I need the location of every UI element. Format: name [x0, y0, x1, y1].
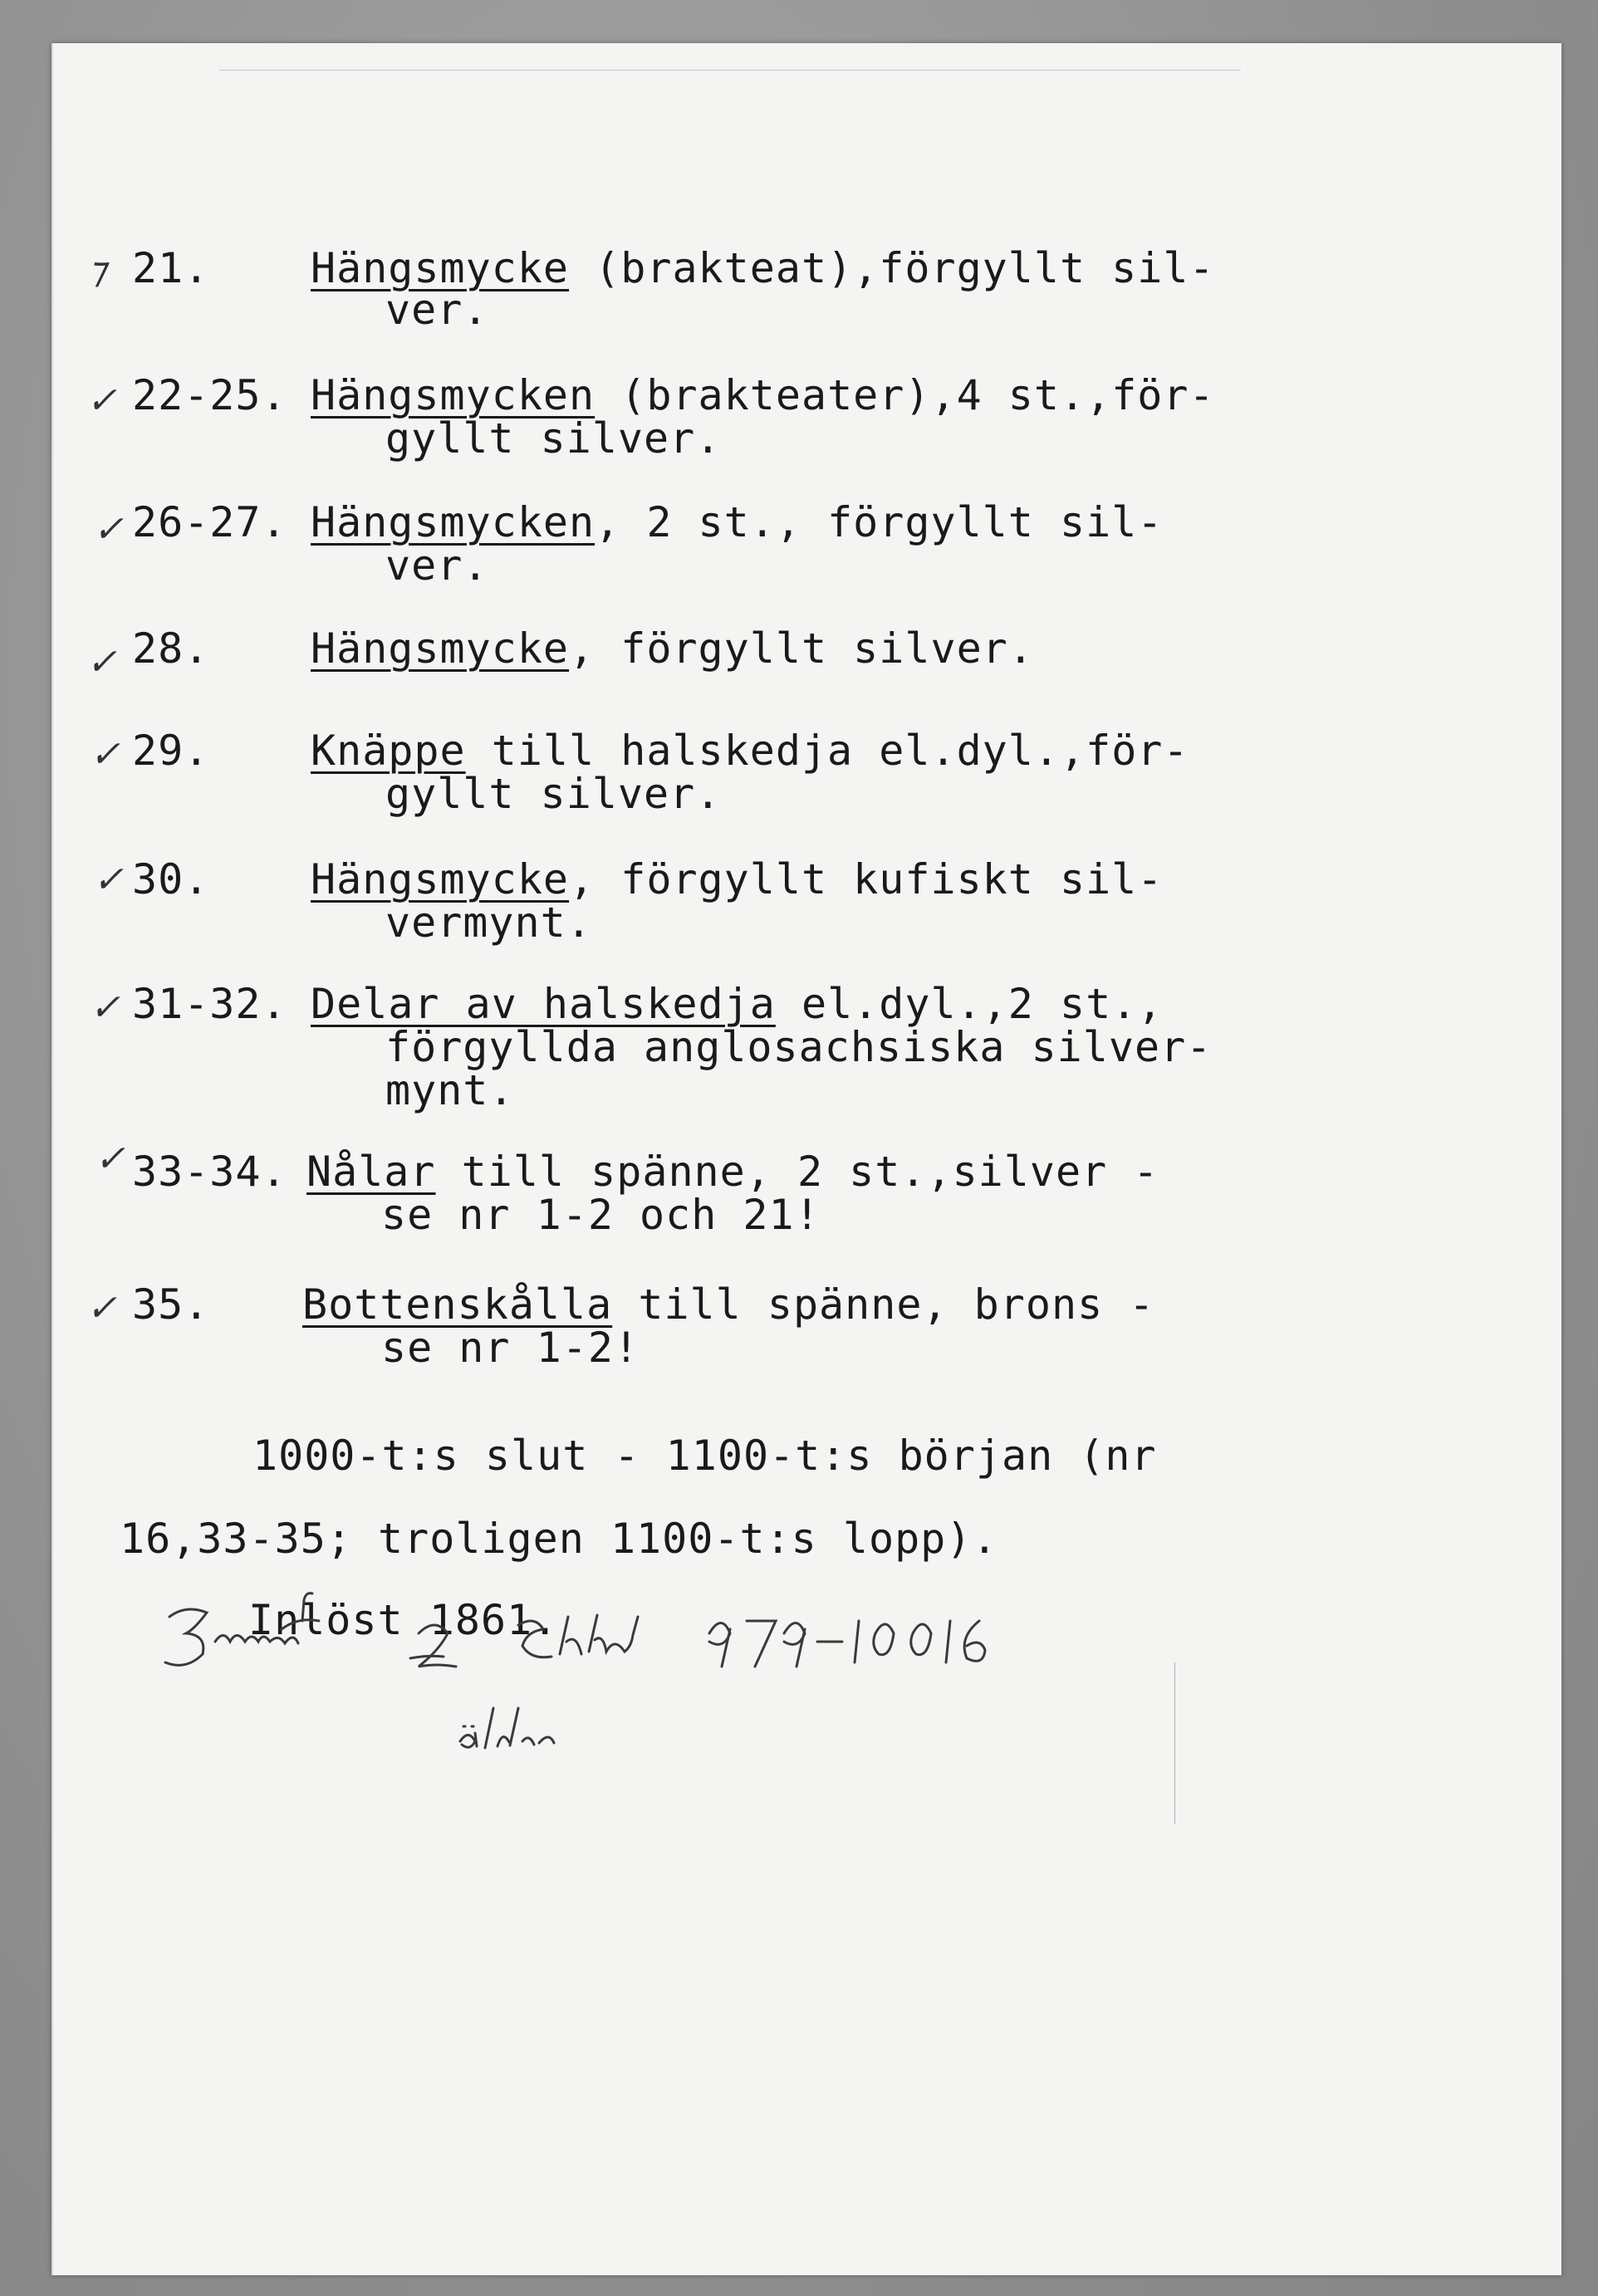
check-mark-icon: ✓	[93, 859, 125, 901]
check-mark-icon: ✓	[90, 986, 121, 1029]
entry-line-3: mynt.	[385, 1066, 515, 1114]
entry-number: 22-25.	[132, 371, 287, 419]
entry-number: 26-27.	[132, 498, 287, 546]
entry-description: , förgyllt kufiskt sil-	[569, 855, 1164, 903]
check-mark-icon: ✓	[86, 641, 118, 683]
entry-line-1	[311, 624, 1034, 673]
entry-number: 35.	[132, 1280, 210, 1329]
entry-description: till spänne, 2 st.,silver -	[435, 1148, 1159, 1196]
entry-number: 31-32.	[132, 980, 287, 1028]
entry-line-2: gyllt silver.	[385, 414, 722, 463]
entry-line-1	[302, 1280, 1154, 1329]
entry-description: (brakteat),förgyllt sil-	[569, 244, 1215, 292]
entry-number: 30.	[132, 855, 210, 903]
catalog-page	[51, 43, 1561, 2275]
entry-number: 33-34.	[132, 1148, 287, 1196]
entry-title: Hängsmycke	[311, 855, 570, 903]
check-mark-icon: ✓	[93, 508, 125, 551]
entry-line-2: se nr 1-2!	[381, 1324, 640, 1372]
entry-line-1	[311, 980, 1163, 1028]
entry-line-1	[311, 498, 1163, 546]
entry-number: 21.	[132, 244, 210, 292]
entry-title: Hängsmycken	[311, 371, 596, 419]
entry-description: el.dyl.,2 st.,	[775, 980, 1164, 1028]
entry-title: Bottenskålla	[302, 1280, 613, 1329]
entry-title: Delar av halskedja	[311, 980, 776, 1028]
entry-title: Hängsmycke	[311, 244, 570, 292]
dating-line-2: 16,33-35; troligen 1100-t:s lopp).	[120, 1515, 998, 1563]
entry-line-2: förgyllda anglosachsiska silver-	[385, 1023, 1213, 1071]
entry-title: Hängsmycke	[311, 624, 570, 673]
entry-number: 28.	[132, 624, 210, 673]
acquisition-note: Inlöst 1861.	[248, 1596, 559, 1644]
check-mark-icon: ✓	[86, 1287, 118, 1329]
entry-title: Hängsmycken	[311, 498, 596, 546]
check-mark-icon: ✓	[90, 733, 121, 776]
entry-line-2: se nr 1-2 och 21!	[381, 1191, 821, 1239]
entry-line-1	[311, 855, 1163, 903]
entry-line-2: ver.	[385, 541, 489, 590]
dating-line-1: 1000-t:s slut - 1100-t:s början (nr	[252, 1432, 1157, 1480]
entry-line-2: gyllt silver.	[385, 770, 722, 818]
entry-line-1	[311, 371, 1215, 419]
entry-title: Knäppe	[311, 727, 466, 775]
entry-line-1	[311, 727, 1189, 775]
entry-description: (brakteater),4 st.,för-	[595, 371, 1215, 419]
handwritten-annotation	[128, 1584, 1125, 1783]
entry-description: , 2 st., förgyllt sil-	[595, 498, 1164, 546]
entry-line-1	[306, 1148, 1159, 1196]
typed-text	[53, 43, 1561, 2275]
check-mark-icon: ✓	[86, 379, 118, 422]
check-mark-icon: ⁊	[88, 249, 107, 291]
entry-line-2: ver.	[385, 286, 489, 334]
entry-line-2: vermynt.	[385, 898, 592, 947]
entry-description: till halskedja el.dyl.,för-	[465, 727, 1189, 775]
entry-number: 29.	[132, 727, 210, 775]
entry-description: till spänne, brons -	[612, 1280, 1155, 1329]
entry-description: , förgyllt silver.	[569, 624, 1034, 673]
check-mark-icon: ✓	[95, 1138, 126, 1180]
entry-title: Nålar	[306, 1148, 436, 1196]
